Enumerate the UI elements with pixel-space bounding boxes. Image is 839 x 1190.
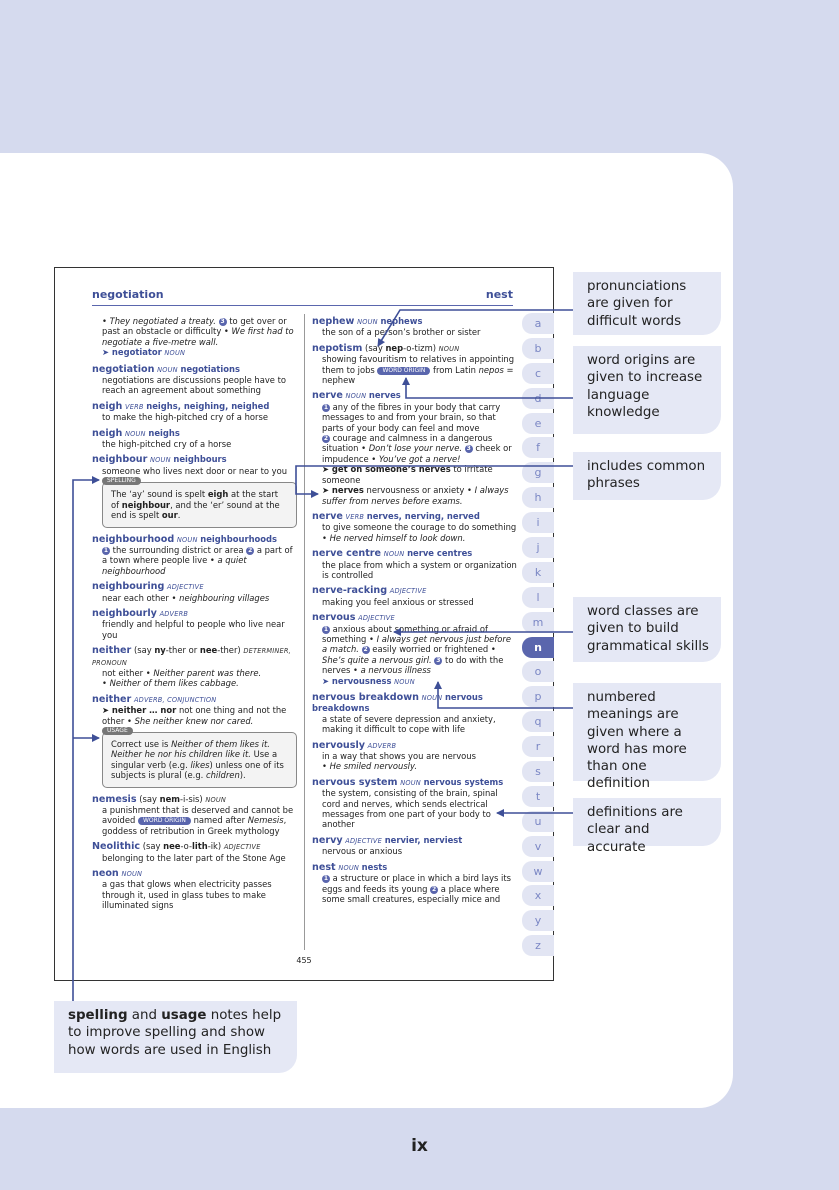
usage-label: USAGE <box>102 727 133 735</box>
callout-word-classes: word classes are given to build grammatical skills <box>573 597 721 662</box>
letter-tab-r[interactable]: r <box>522 736 554 757</box>
roman-page-number: ix <box>411 1136 428 1156</box>
entry-nephew: nephew NOUN nephews the son of a person’s brother or sister <box>312 316 481 338</box>
letter-tab-i[interactable]: i <box>522 512 554 533</box>
arrow-spelling <box>73 480 99 1001</box>
entry-neighbourly: neighbourly ADVERB friendly and helpful to people who live near you <box>92 607 285 640</box>
callout-definitions: definitions are clear and accurate <box>573 798 721 846</box>
letter-tab-o[interactable]: o <box>522 661 554 682</box>
headword: nervous <box>312 612 356 624</box>
callout-pronunciations: pronunciations are given for difficult words <box>573 272 721 335</box>
headword: nerve <box>312 390 343 402</box>
entry-nerve-verb: nerve VERB nerves, nerving, nerved to give someone the courage to do something • He nerved himself to look down. <box>312 510 517 543</box>
sense-number: 3 <box>220 318 225 325</box>
letter-tab-l[interactable]: l <box>522 587 554 608</box>
headword: nervous breakdown <box>312 692 419 703</box>
entry-negotiate-continued: • They negotiated a treaty. 3 to get over or past an obstacle or difficulty • We first had to negotiate a five-metre wall. ➤ negotiator NOUN <box>102 316 294 358</box>
headword: negotiation <box>92 363 155 375</box>
word-origin-tag: WORD ORIGIN <box>377 367 430 375</box>
letter-tab-q[interactable]: q <box>522 711 554 732</box>
entry-neighbourhood: neighbourhood NOUN neighbourhoods 1 the surrounding district or area 2 a part of a town where people live • a quiet neighbourhood <box>92 533 293 576</box>
entry-neither-adverb: neither ADVERB, CONJUNCTION ➤ neither … nor not one thing and not the other • She neither knew nor cared. USAGE Correct use is Neither of them likes it. Neither he nor his children like it. Use a singular verb (e.g. likes) unless one of its subjects is plural (e.g. children). <box>92 694 297 788</box>
letter-tab-s[interactable]: s <box>522 761 554 782</box>
headword: neighbouring <box>92 581 165 593</box>
headword: nephew <box>312 316 355 327</box>
spelling-label: SPELLING <box>102 477 141 485</box>
arrow-numbered <box>438 682 573 708</box>
letter-tab-p[interactable]: p <box>522 686 554 707</box>
headword: nest <box>312 861 336 873</box>
headword: neigh <box>92 427 123 439</box>
callout-numbered-meanings: numbered meanings are given where a word has more than one definition <box>573 683 721 781</box>
headword: neighbourhood <box>92 533 175 545</box>
entry-neither: neither (say ny-ther or nee-ther) DETERMINER, PRONOUN not either • Neither parent was there. • Neither of them likes cabbage. <box>92 645 291 689</box>
callout-phrases: includes common phrases <box>573 452 721 500</box>
letter-tab-d[interactable]: d <box>522 388 554 409</box>
entry-nerve-noun: nerve NOUN nerves 1 any of the fibres in your body that carry messages to and from your brain, so that parts of your body can feel and move 2 courage and calmness in a dangerous situation • Don’t lose your nerve. 3 cheek or impudence • You’ve got a nerve! ➤ get on someone’s nerves to irritate someone ➤ nerves nervousness or anxiety • I always suffer from nerves before exams. <box>312 390 512 506</box>
callout-spelling-usage: spelling and usage notes help to improve spelling and show how words are used in English <box>54 1001 297 1073</box>
headword: nervous system <box>312 776 398 788</box>
entry-neon: neon NOUN a gas that glows when electricity passes through it, used in glass tubes to make illuminated signs <box>92 868 272 911</box>
entry-negotiation: negotiation NOUN negotiations negotiations are discussions people have to reach an agreement about something <box>92 363 287 396</box>
letter-tab-y[interactable]: y <box>522 910 554 931</box>
spelling-note: SPELLING The ‘ay’ sound is spelt eigh at the start of neighbour, and the ‘er’ sound at the end is spelt our. <box>102 482 297 527</box>
letter-tab-w[interactable]: w <box>522 861 554 882</box>
letter-tab-a[interactable]: a <box>522 313 554 334</box>
letter-tab-c[interactable]: c <box>522 363 554 384</box>
word-origin-tag: WORD ORIGIN <box>138 817 191 825</box>
letter-tab-f[interactable]: f <box>522 437 554 458</box>
letter-tab-m[interactable]: m <box>522 612 554 633</box>
letter-tab-e[interactable]: e <box>522 413 554 434</box>
headword: neighbourly <box>92 607 157 619</box>
headword: nervy <box>312 834 343 846</box>
entry-neigh-verb: neigh VERB neighs, neighing, neighed to make the high-pitched cry of a horse <box>92 400 270 423</box>
arrow-phrases <box>296 466 573 494</box>
entry-neighbour: neighbour NOUN neighbours someone who lives next door or near to you SPELLING The ‘ay’ sound is spelt eigh at the start of neighbour, and the ‘er’ sound at the end is spelt our. <box>92 454 297 527</box>
headword: neither <box>92 693 132 705</box>
letter-tab-t[interactable]: t <box>522 786 554 807</box>
headword: neighbour <box>92 454 148 466</box>
usage-note: USAGE Correct use is Neither of them likes it. Neither he nor his children like it. Use a singular verb (e.g. likes) unless one of its subjects is plural (e.g. children). <box>102 732 297 788</box>
letter-tab-j[interactable]: j <box>522 537 554 558</box>
entry-neigh-noun: neigh NOUN neighs the high-pitched cry of a horse <box>92 427 232 450</box>
headword: nepotism <box>312 342 363 354</box>
headword: nemesis <box>92 793 137 805</box>
letter-tab-x[interactable]: x <box>522 885 554 906</box>
letter-tab-h[interactable]: h <box>522 487 554 508</box>
entry-nervous-breakdown: nervous breakdown NOUN nervous breakdowns a state of severe depression and anxiety, making it difficult to cope with life <box>312 692 496 735</box>
callout-word-origins: word origins are given to increase language knowledge <box>573 346 721 434</box>
entry-nervy: nervy ADJECTIVE nervier, nerviest nervous or anxious <box>312 834 463 857</box>
letter-tab-z[interactable]: z <box>522 935 554 956</box>
letter-tab-k[interactable]: k <box>522 562 554 583</box>
letter-tab-n[interactable]: n <box>522 637 554 658</box>
running-head-left: negotiation <box>92 288 164 301</box>
page-number: 455 <box>296 956 312 965</box>
headword: neon <box>92 868 119 880</box>
letter-tab-g[interactable]: g <box>522 462 554 483</box>
entry-nerve-racking: nerve-racking ADJECTIVE making you feel anxious or stressed <box>312 585 474 607</box>
headword: Neolithic <box>92 841 141 853</box>
entry-nervously: nervously ADVERB in a way that shows you are nervous • He smiled nervously. <box>312 739 476 772</box>
running-head-right: nest <box>485 288 513 301</box>
entry-nest: nest NOUN nests 1 a structure or place in which a bird lays its eggs and feeds its young 2 a place where some small creatures, especially mice and <box>312 861 512 904</box>
entry-neighbouring: neighbouring ADJECTIVE near each other • neighbouring villages <box>92 581 270 603</box>
entry-nervous: nervous ADJECTIVE 1 anxious about something or afraid of something • I always get nervous just before a match. 2 easily worried or frightened • She’s quite a nervous girl. 3 to do with the nerves • a nervous illness ➤ nervousness NOUN <box>312 612 511 686</box>
entry-nervous-system: nervous system NOUN nervous systems the system, consisting of the brain, spinal cord and nerves, which sends electrical messages from one part of your body to another <box>312 776 504 830</box>
entry-nepotism: nepotism (say nep-o-tizm) NOUN showing favouritism to relatives in appointing them to jobs WORD ORIGIN from Latin nepos = nephew <box>312 342 515 386</box>
headword: nerve centre <box>312 548 382 560</box>
headword: nervously <box>312 739 365 751</box>
headword: nerve-racking <box>312 585 388 597</box>
entry-neolithic: Neolithic (say nee-o-lith-ik) ADJECTIVE belonging to the later part of the Stone Age <box>92 841 286 863</box>
letter-tab-b[interactable]: b <box>522 338 554 359</box>
headword: neither <box>92 645 132 657</box>
entry-nerve-centre: nerve centre NOUN nerve centres the place from which a system or organization is controlled <box>312 548 517 580</box>
arrow-word-origins <box>406 378 573 398</box>
headword: nerve <box>312 510 343 522</box>
letter-tab-u[interactable]: u <box>522 811 554 832</box>
letter-tab-v[interactable]: v <box>522 836 554 857</box>
arrow-pronunciations <box>378 310 573 346</box>
entry-nemesis: nemesis (say nem-i-sis) NOUN a punishment that is deserved and cannot be avoided WORD ORIGIN named after Nemesis, goddess of retribution in Greek mythology <box>92 793 294 836</box>
headword: neigh <box>92 400 123 412</box>
